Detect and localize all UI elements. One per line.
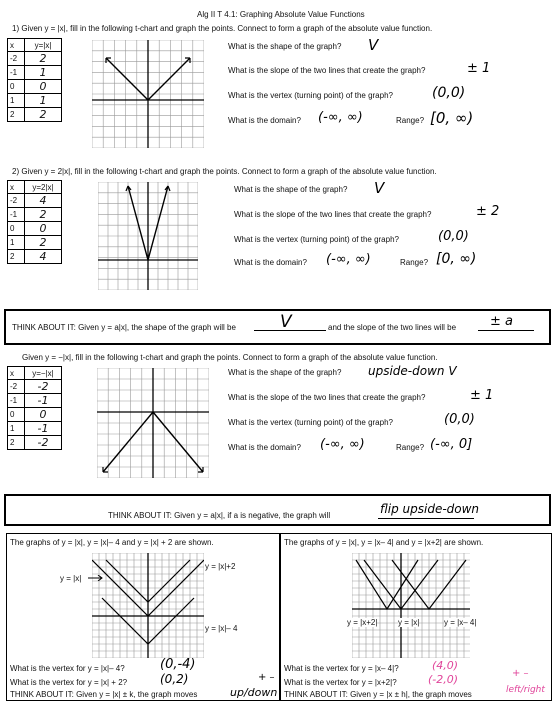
left-panel-heading: The graphs of y = |x|, y = |x|– 4 and y = |x| + 2 are shown.	[10, 538, 214, 547]
t-chart-cell: 1	[8, 236, 25, 250]
label-y-abs-x-plus-2: y = |x|+2	[205, 562, 236, 571]
answer-slope-3[interactable]: ± 1	[470, 388, 494, 403]
t-chart-cell: 2	[8, 108, 25, 122]
t-chart-cell: -2	[8, 380, 25, 394]
right-q1: What is the vertex for y = |x– 4|?	[284, 664, 399, 673]
t-chart-cell: 0	[8, 222, 25, 236]
label-arrow	[88, 575, 104, 581]
t-chart-cell[interactable]: 0	[25, 80, 62, 94]
right-panel-heading: The graphs of y = |x|, y = |x– 4| and y = |x+2| are shown.	[284, 538, 484, 547]
t-chart-cell[interactable]: -2	[25, 380, 62, 394]
q-domain-3: What is the domain?	[228, 443, 301, 452]
answer-shape-2[interactable]: V	[374, 179, 385, 197]
t-chart-cell[interactable]: 4	[25, 250, 62, 264]
answer-range-3[interactable]: (-∞, 0]	[430, 437, 473, 452]
t-chart-header-x: x	[8, 181, 25, 194]
t-chart-cell: -1	[8, 66, 25, 80]
left-q1: What is the vertex for y = |x|– 4?	[10, 664, 125, 673]
t-chart-cell: -2	[8, 194, 25, 208]
left-think: THINK ABOUT IT: Given y = |x| ± k, the graph moves	[10, 690, 198, 699]
q-vertex-3: What is the vertex (turning point) of the graph?	[228, 418, 393, 427]
label-y-abs-x-minus-4-r: y = |x– 4|	[444, 618, 477, 627]
think-2-text: THINK ABOUT IT: Given y = a|x|, if a is negative, the graph will	[108, 511, 331, 520]
t-chart-cell: 1	[8, 94, 25, 108]
right-a2[interactable]: (-2,0)	[428, 673, 459, 686]
t-chart-cell: 0	[8, 80, 25, 94]
q-vertex-2: What is the vertex (turning point) of the graph?	[234, 235, 399, 244]
right-a1[interactable]: (4,0)	[432, 659, 459, 672]
q-slope-3: What is the slope of the two lines that create the graph?	[228, 393, 426, 402]
graph-1	[92, 40, 204, 148]
label-y-abs-x-minus-4: y = |x|– 4	[205, 624, 238, 633]
t-chart-cell: -2	[8, 52, 25, 66]
answer-vertex-1[interactable]: (0,0)	[432, 85, 466, 101]
t-chart-1	[7, 38, 62, 122]
t-chart-cell[interactable]: 0	[25, 222, 62, 236]
t-chart-cell[interactable]: 0	[25, 408, 62, 422]
think-1-answer-1[interactable]: V	[280, 312, 292, 332]
q-vertex-1: What is the vertex (turning point) of the graph?	[228, 91, 393, 100]
label-y-abs-x-plus-2-r: y = |x+2|	[347, 618, 378, 627]
q-range-2: Range?	[400, 258, 429, 267]
answer-domain-3[interactable]: (-∞, ∞)	[320, 437, 365, 452]
q-shape-2: What is the shape of the graph?	[234, 185, 348, 194]
right-q2: What is the vertex for y = |x+2|?	[284, 678, 397, 687]
right-think: THINK ABOUT IT: Given y = |x ± h|, the graph moves	[284, 690, 472, 699]
think-1-text-2: and the slope of the two lines will be	[328, 323, 457, 332]
q-domain-1: What is the domain?	[228, 116, 301, 125]
right-graph	[352, 553, 470, 658]
answer-range-2[interactable]: [0, ∞)	[436, 251, 477, 267]
t-chart-cell[interactable]: 1	[25, 94, 62, 108]
think-1-answer-2[interactable]: ± a	[490, 314, 513, 329]
answer-domain-1[interactable]: (-∞, ∞)	[318, 110, 363, 125]
right-a3[interactable]: left/right	[506, 685, 545, 695]
t-chart-cell: 2	[8, 250, 25, 264]
t-chart-cell[interactable]: 2	[25, 52, 62, 66]
q-range-3: Range?	[396, 443, 425, 452]
t-chart-cell: 0	[8, 408, 25, 422]
t-chart-header-y: y=2|x|	[25, 181, 62, 194]
graph-2	[98, 182, 198, 290]
t-chart-cell[interactable]: -2	[25, 436, 62, 450]
t-chart-cell: 1	[8, 422, 25, 436]
q-shape-3: What is the shape of the graph?	[228, 368, 342, 377]
q-slope-1: What is the slope of the two lines that create the graph?	[228, 66, 426, 75]
t-chart-header-x: x	[8, 367, 25, 380]
left-a2[interactable]: (0,2)	[160, 672, 189, 686]
q-domain-2: What is the domain?	[234, 258, 307, 267]
answer-range-1[interactable]: [0, ∞)	[430, 109, 474, 127]
t-chart-cell[interactable]: 2	[25, 208, 62, 222]
think-2-answer[interactable]: flip upside-down	[380, 502, 480, 516]
answer-vertex-3[interactable]: (0,0)	[444, 412, 475, 427]
left-a3[interactable]: up/down	[230, 686, 278, 699]
label-y-abs-x: y = |x|	[60, 574, 82, 583]
q-shape-1: What is the shape of the graph?	[228, 42, 342, 51]
problem-2-prompt: 2) Given y = 2|x|, fill in the following t-chart and graph the points. Connect to form a graph of the absolute value function.	[12, 167, 437, 176]
t-chart-header-y: y=|x|	[25, 39, 62, 52]
left-a1[interactable]: (0,-4)	[160, 657, 196, 672]
left-signs: + –	[258, 672, 275, 683]
t-chart-cell[interactable]: 2	[25, 236, 62, 250]
t-chart-3	[7, 366, 62, 450]
answer-shape-3[interactable]: upside-down V	[368, 364, 457, 378]
answer-slope-1[interactable]: ± 1	[467, 61, 491, 76]
left-q2: What is the vertex for y = |x| + 2?	[10, 678, 128, 687]
problem-1-prompt: 1) Given y = |x|, fill in the following t-chart and graph the points. Connect to form a graph of the absolute value function.	[12, 24, 433, 33]
q-slope-2: What is the slope of the two lines that create the graph?	[234, 210, 432, 219]
t-chart-header-y: y=−|x|	[25, 367, 62, 380]
label-y-abs-x-r: y = |x|	[398, 618, 420, 627]
answer-shape-1[interactable]: V	[368, 36, 379, 54]
t-chart-cell: 2	[8, 436, 25, 450]
t-chart-header-x: x	[8, 39, 25, 52]
t-chart-cell[interactable]: 2	[25, 108, 62, 122]
graph-3	[97, 368, 209, 478]
left-graph	[92, 553, 204, 658]
problem-3-prompt: Given y = −|x|, fill in the following t-chart and graph the points. Connect to form a graph of the absolute value function.	[22, 353, 438, 362]
right-signs: + –	[512, 668, 529, 679]
t-chart-cell[interactable]: 1	[25, 66, 62, 80]
think-1-text: THINK ABOUT IT: Given y = a|x|, the shape of the graph will be	[12, 323, 236, 332]
t-chart-cell[interactable]: -1	[25, 422, 62, 436]
page-title: Alg II T 4.1: Graphing Absolute Value Functions	[197, 10, 365, 19]
t-chart-cell: -1	[8, 394, 25, 408]
answer-domain-2[interactable]: (-∞, ∞)	[326, 252, 371, 267]
q-range-1: Range?	[396, 116, 425, 125]
t-chart-cell[interactable]: 4	[25, 194, 62, 208]
answer-slope-2[interactable]: ± 2	[476, 204, 500, 219]
t-chart-2	[7, 180, 62, 264]
answer-vertex-2[interactable]: (0,0)	[438, 229, 469, 244]
think-1-blank-2[interactable]	[478, 330, 534, 331]
t-chart-cell: -1	[8, 208, 25, 222]
t-chart-cell[interactable]: -1	[25, 394, 62, 408]
think-2-blank[interactable]	[378, 518, 474, 519]
